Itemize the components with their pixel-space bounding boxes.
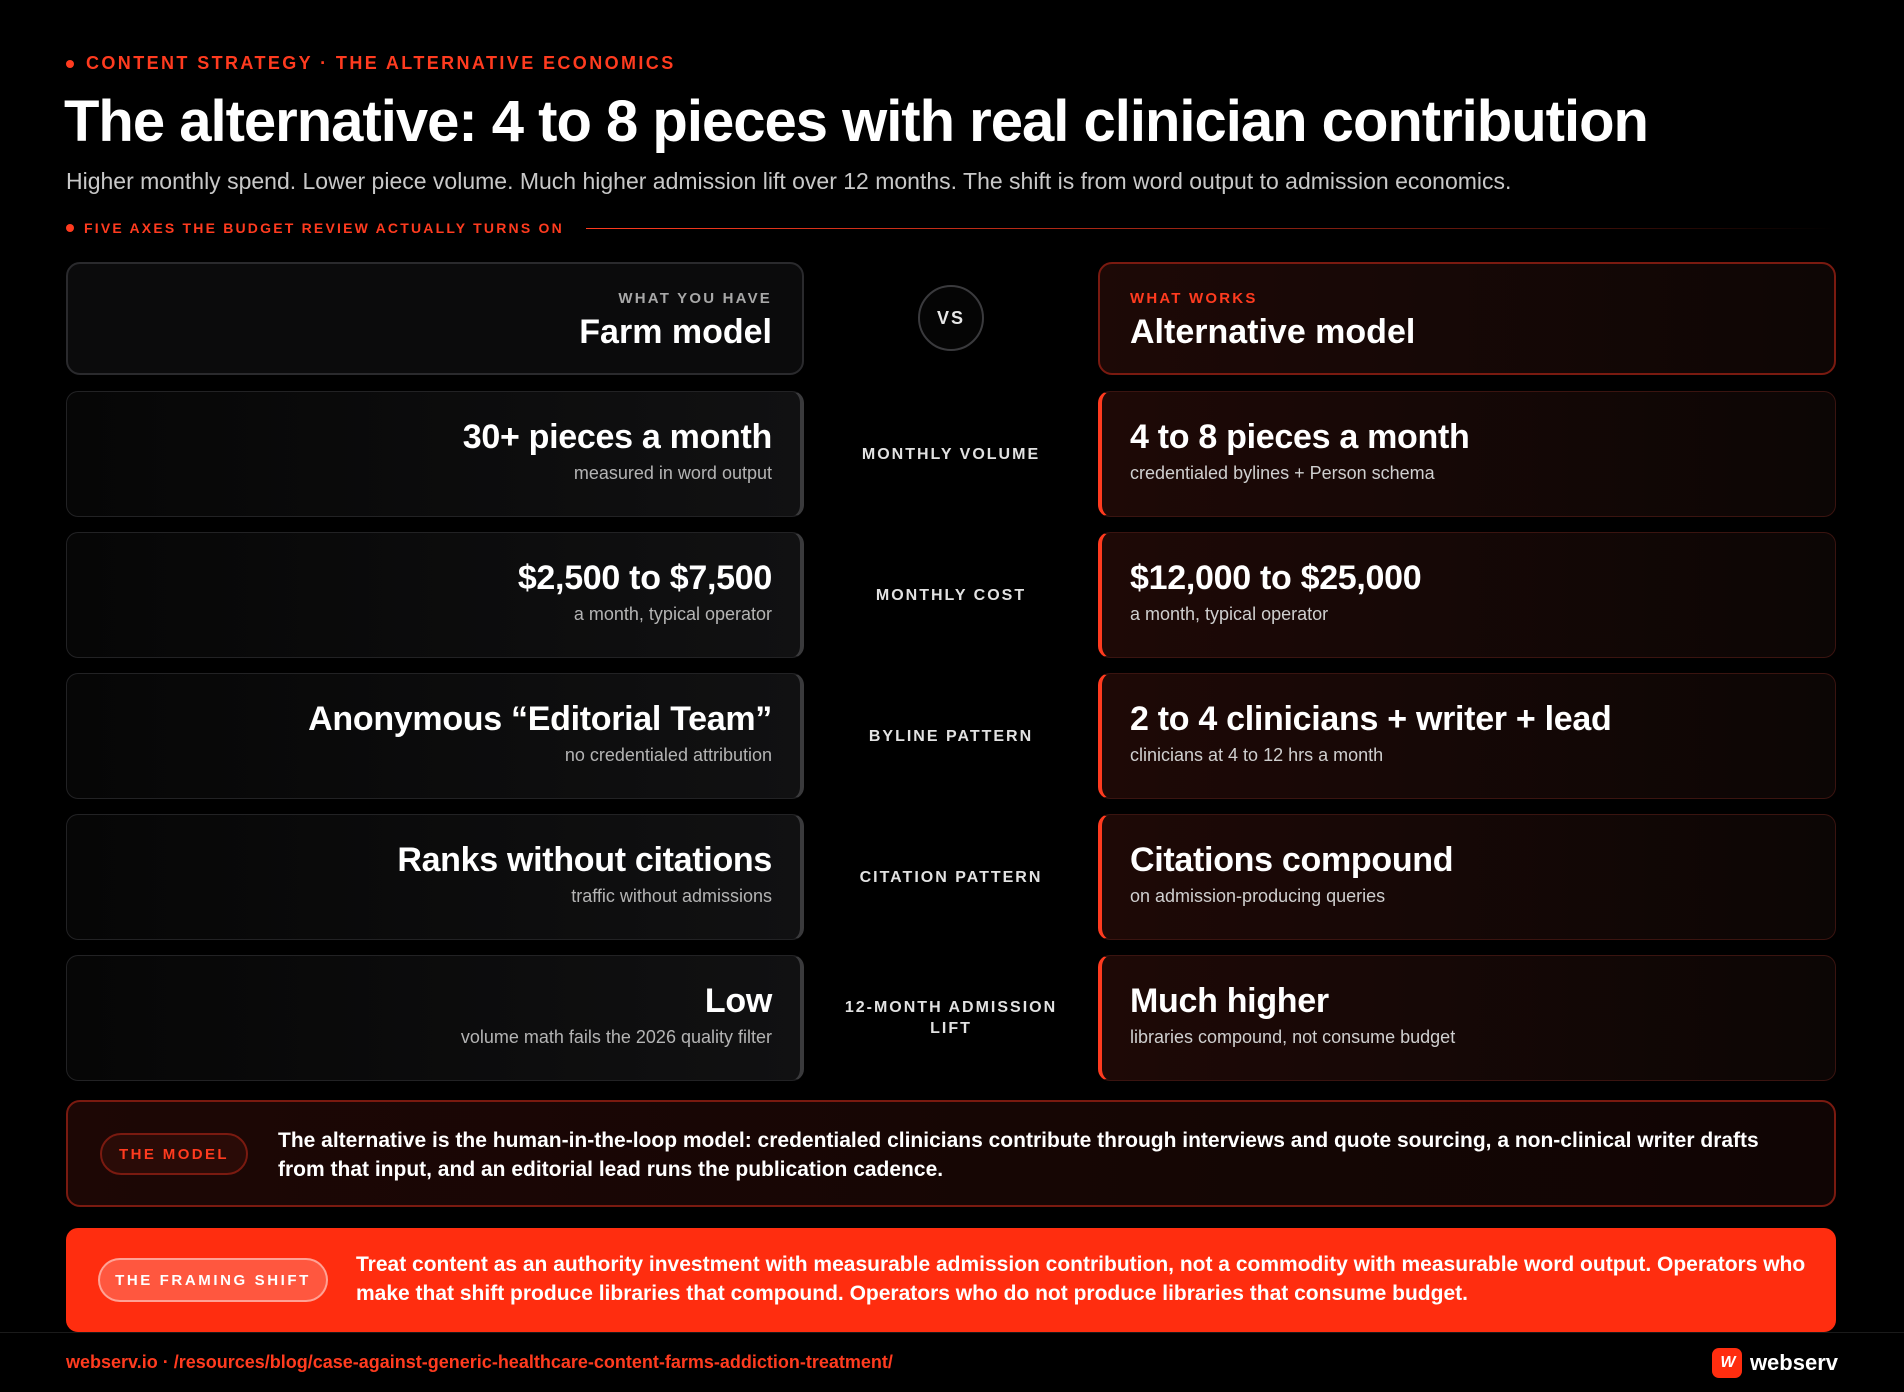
row-left-value: Ranks without citations — [397, 841, 772, 879]
row-right-admission-lift — [1098, 955, 1836, 1081]
model-pill: THE MODEL — [100, 1133, 248, 1175]
row-left-note: traffic without admissions — [571, 886, 772, 906]
row-right-note: on admission-producing queries — [1130, 886, 1386, 906]
axes-label-text: FIVE AXES THE BUDGET REVIEW ACTUALLY TURNS ON — [84, 220, 564, 236]
page-subtitle: Higher monthly spend. Lower piece volume. Much higher admission lift over 12 months. The shift is from word output to admission economics. — [66, 168, 1512, 194]
row-left-citation-pattern — [66, 814, 804, 940]
row-right-value: $12,000 to $25,000 — [1130, 559, 1422, 597]
vs-badge: VS — [918, 285, 984, 351]
axes-dot-icon — [66, 224, 74, 232]
row-left-value: 30+ pieces a month — [462, 418, 772, 456]
row-right-note: clinicians at 4 to 12 hrs a month — [1130, 745, 1384, 765]
axes-divider — [586, 228, 1836, 229]
row-right-note: credentialed bylines + Person schema — [1130, 463, 1435, 483]
row-right-byline-pattern — [1098, 673, 1836, 799]
row-left-monthly-volume — [66, 391, 804, 517]
row-left-value: Low — [704, 982, 772, 1020]
row-left-value: $2,500 to $7,500 — [517, 559, 772, 597]
footer-url[interactable]: webserv.io · /resources/blog/case-against-generic-healthcare-content-farms-addiction-treatment/ — [66, 1352, 893, 1372]
right-header-title: Alternative model — [1130, 313, 1416, 351]
axis-label-monthly-cost: MONTHLY COST — [875, 586, 1027, 604]
row-left-note: a month, typical operator — [573, 604, 772, 624]
row-right-value: 2 to 4 clinicians + writer + lead — [1130, 700, 1612, 738]
row-right-value: Much higher — [1130, 982, 1329, 1020]
axis-label-admission-lift: 12-MONTH ADMISSION LIFT — [844, 999, 1058, 1037]
brand-name: webserv — [1749, 1350, 1838, 1375]
row-right-monthly-volume — [1098, 391, 1836, 517]
left-header-card — [66, 262, 804, 375]
footer-divider — [0, 1332, 1904, 1333]
left-header-title: Farm model — [579, 313, 772, 351]
model-text: The alternative is the human-in-the-loop model: credentialed clinicians contribute through interviews and quote sourcing, a non-clinical writer drafts from that input, and an editorial lead runs the publication cadence. — [278, 1129, 1759, 1181]
axes-label — [66, 220, 564, 236]
framing-shift-callout — [66, 1228, 1836, 1332]
row-right-monthly-cost — [1098, 532, 1836, 658]
row-left-byline-pattern — [66, 673, 804, 799]
row-left-monthly-cost — [66, 532, 804, 658]
row-right-note: libraries compound, not consume budget — [1130, 1027, 1456, 1047]
eyebrow-text: CONTENT STRATEGY · THE ALTERNATIVE ECONOMICS — [86, 53, 676, 73]
brand-mark-icon: W — [1712, 1348, 1742, 1378]
eyebrow-dot-icon — [66, 60, 74, 68]
framing-shift-text: Treat content as an authority investment with measurable admission contribution, not a commodity with measurable word output. Operators who make that shift produce libraries that compound. Operators who do not produce libraries that consume budget. — [356, 1253, 1806, 1305]
row-right-value: Citations compound — [1130, 841, 1454, 879]
row-right-citation-pattern — [1098, 814, 1836, 940]
left-header-kicker: WHAT YOU HAVE — [618, 290, 772, 307]
axis-label-monthly-volume: MONTHLY VOLUME — [861, 445, 1041, 463]
row-left-note: no credentialed attribution — [564, 745, 772, 765]
right-header-card — [1098, 262, 1836, 375]
model-callout — [66, 1100, 1836, 1207]
axis-label-byline-pattern: BYLINE PATTERN — [868, 727, 1034, 745]
row-right-note: a month, typical operator — [1130, 604, 1329, 624]
row-left-admission-lift — [66, 955, 804, 1081]
row-left-note: volume math fails the 2026 quality filter — [460, 1027, 772, 1047]
eyebrow — [66, 53, 676, 74]
row-left-note: measured in word output — [573, 463, 772, 483]
page-title: The alternative: 4 to 8 pieces with real clinician contribution — [64, 89, 1648, 154]
framing-shift-pill: THE FRAMING SHIFT — [98, 1258, 328, 1302]
row-left-value: Anonymous “Editorial Team” — [308, 700, 772, 738]
axis-label-citation-pattern: CITATION PATTERN — [859, 868, 1043, 886]
row-right-value: 4 to 8 pieces a month — [1130, 418, 1470, 456]
right-header-kicker: WHAT WORKS — [1130, 290, 1258, 307]
brand-logo[interactable] — [1712, 1348, 1838, 1378]
